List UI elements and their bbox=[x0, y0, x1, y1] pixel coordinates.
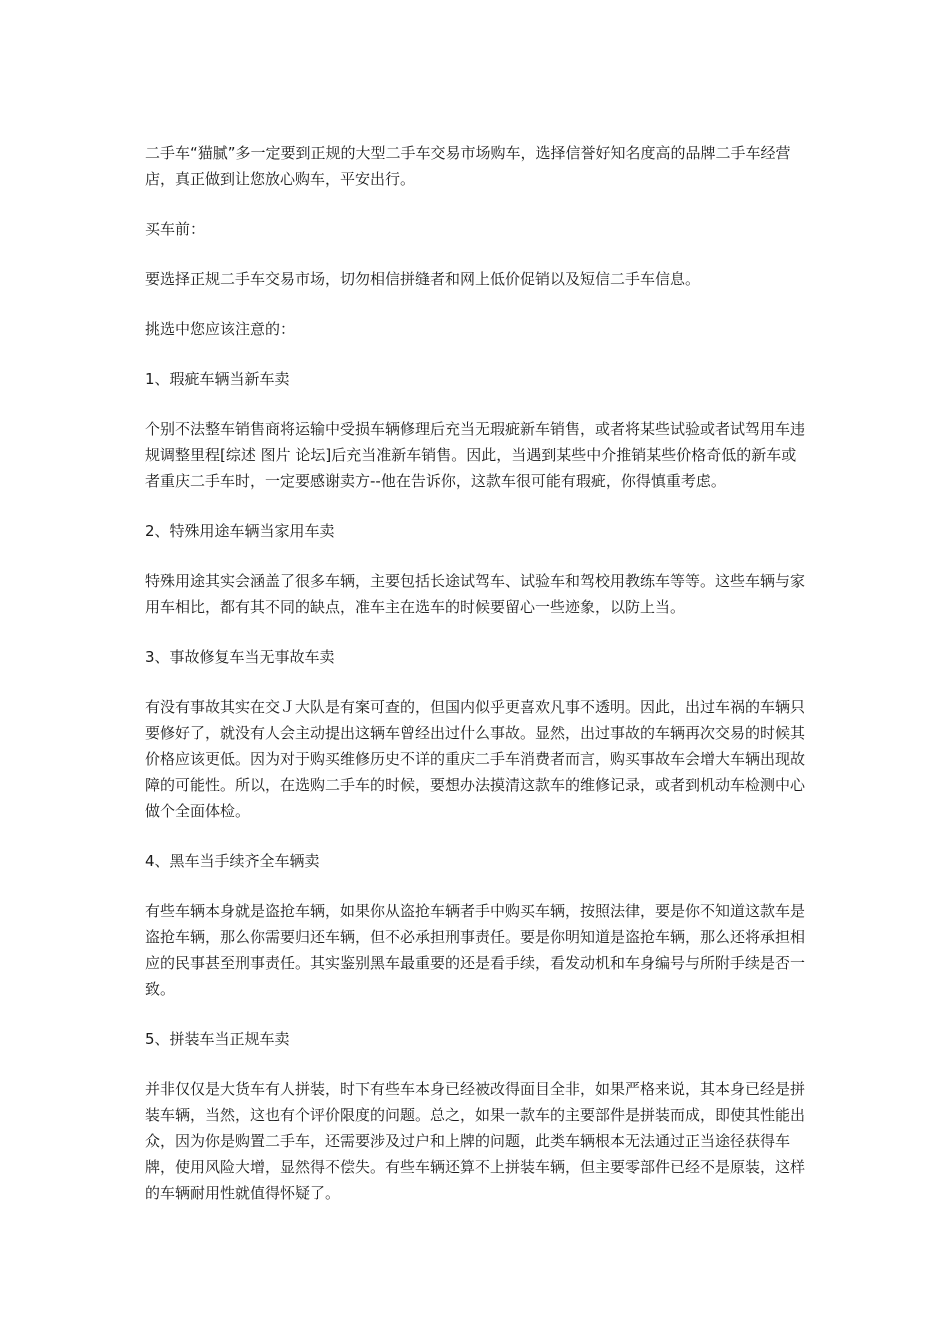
document-body bbox=[145, 140, 810, 1230]
item-heading-5: 5、拼装车当正规车卖 bbox=[145, 1030, 290, 1048]
item-heading-4: 4、黑车当手续齐全车辆卖 bbox=[145, 852, 320, 870]
item-body-1: 个别不法整车销售商将运输中受损车辆修理后充当无瑕疵新车销售，或者将某些试验或者试驾用车违规调整里程[综述 图片 论坛]后充当准新车销售。因此，当遇到某些中介推销某些价格奇低的新车或者重庆二手车时，一定要感谢卖方--他在告诉你，这款车很可能有瑕疵，你得慎重考虑。 bbox=[145, 420, 806, 490]
item-body-5: 并非仅仅是大货车有人拼装，时下有些车本身已经被改得面目全非，如果严格来说，其本身已经是拼装车辆，当然，这也有个评价限度的问题。总之，如果一款车的主要部件是拼装而成，即使其性能出众，因为你是购置二手车，还需要涉及过户和上牌的问题，此类车辆根本无法通过正当途径获得车牌，使用风险大增，显然得不偿失。有些车辆还算不上拼装车辆，但主要零部件已经不是原装，这样的车辆耐用性就值得怀疑了。 bbox=[145, 1080, 806, 1202]
item-body-2: 特殊用途其实会涵盖了很多车辆，主要包括长途试驾车、试验车和驾校用教练车等等。这些车辆与家用车相比，都有其不同的缺点，准车主在选车的时候要留心一些迹象，以防上当。 bbox=[145, 572, 806, 616]
item-heading-2: 2、特殊用途车辆当家用车卖 bbox=[145, 522, 335, 540]
item-body-4: 有些车辆本身就是盗抢车辆，如果你从盗抢车辆者手中购买车辆，按照法律，要是你不知道这款车是盗抢车辆，那么你需要归还车辆，但不必承担刑事责任。要是你明知道是盗抢车辆，那么还将承担相应的民事甚至刑事责任。其实鉴别黑车最重要的还是看手续，看发动机和车身编号与所附手续是否一致。 bbox=[145, 902, 806, 998]
section-heading-before-buying: 买车前： bbox=[145, 220, 206, 238]
paragraph-market-advice: 要选择正规二手车交易市场，切勿相信拼缝者和网上低价促销以及短信二手车信息。 bbox=[145, 270, 701, 288]
section-heading-selection-notes: 挑选中您应该注意的： bbox=[145, 320, 296, 338]
item-body-3: 有没有事故其实在交Ｊ大队是有案可查的，但国内似乎更喜欢凡事不透明。因此，出过车祸的车辆只要修好了，就没有人会主动提出这辆车曾经出过什么事故。显然，出过事故的车辆再次交易的时候其价格应该更低。因为对于购买维修历史不详的重庆二手车消费者而言，购买事故车会增大车辆出现故障的可能性。所以，在选购二手车的时候，要想办法摸清这款车的维修记录，或者到机动车检测中心做个全面体检。 bbox=[145, 698, 806, 820]
intro-paragraph: 二手车“猫腻”多一定要到正规的大型二手车交易市场购车，选择信誉好知名度高的品牌二手车经营店，真正做到让您放心购车，平安出行。 bbox=[145, 144, 791, 188]
item-heading-1: 1、瑕疵车辆当新车卖 bbox=[145, 370, 290, 388]
item-heading-3: 3、事故修复车当无事故车卖 bbox=[145, 648, 335, 666]
